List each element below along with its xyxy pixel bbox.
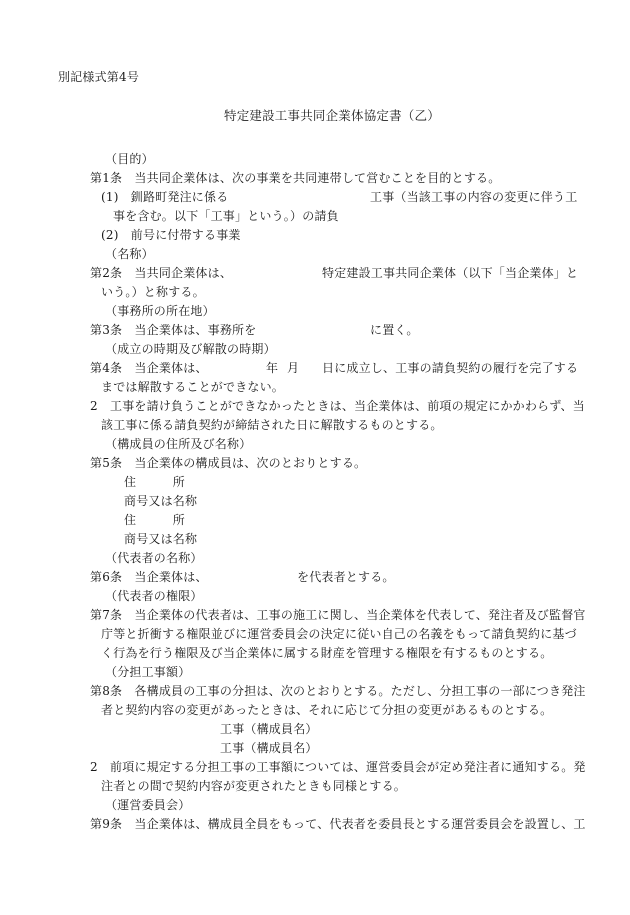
member-1-name-label: 商号又は名称 [124, 494, 198, 508]
article-4-para-2-cont: 該工事に係る請負契約が締結された日に解散するものとする。 [101, 418, 443, 432]
article-1-item-1-cont: 事を含む。以下「工事」という。）の請負 [113, 209, 339, 223]
heading-committee: （運営委員会） [105, 798, 191, 812]
article-7-line-1: 第7条 当企業体の代表者は、工事の施工に関し、当企業体を代表して、発注者及び監督官 [90, 608, 586, 622]
heading-purpose: （目的） [105, 152, 154, 166]
article-7-line-3: く行為を行う権限及び当企業体に属する財産を管理する権限を有するものとする。 [101, 646, 553, 660]
article-7-line-2: 庁等と折衝する権限並びに運営委員会の決定に従い自己の名義をもって請負契約に基づ [101, 627, 577, 641]
heading-authority: （代表者の権限） [105, 589, 203, 603]
article-3-end: に置く。 [370, 323, 419, 337]
article-4-cont: までは解散することができない。 [101, 380, 285, 394]
heading-share: （分担工事額） [105, 665, 191, 679]
article-1-item-1-end: 工事（当該工事の内容の変更に伴う工 [370, 190, 578, 204]
member-2-name-label: 商号又は名称 [124, 532, 198, 546]
article-6-start: 第6条 当企業体は、 [90, 570, 208, 584]
article-8-para-2: 2 前項に規定する分担工事の工事額については、運営委員会が定め発注者に通知する。発 [90, 760, 586, 774]
heading-members: （構成員の住所及び名称） [105, 437, 252, 451]
article-6-end: を代表者とする。 [297, 570, 395, 584]
article-4-year: 年 [266, 361, 279, 375]
heading-office: （事務所の所在地） [105, 304, 215, 318]
article-2-cont: いう。）と称する。 [101, 285, 205, 299]
article-4-para-2: 2 工事を請け負うことができなかったときは、当企業体は、前項の規定にかかわらず、当 [90, 399, 585, 413]
share-work-1: 工事（構成員名） [220, 722, 318, 736]
article-4-month: 月 [287, 361, 300, 375]
share-work-2: 工事（構成員名） [220, 741, 318, 755]
article-9: 第9条 当企業体は、構成員全員をもって、代表者を委員長とする運営委員会を設置し、工 [90, 817, 586, 831]
member-1-address-label: 住 所 [124, 475, 186, 489]
heading-period: （成立の時期及び解散の時期） [105, 342, 276, 356]
article-1: 第1条 当共同企業体は、次の事業を共同連帯して営むことを目的とする。 [90, 171, 501, 185]
article-1-item-2: (2) 前号に付帯する事業 [101, 228, 241, 242]
article-4-end: 日に成立し、工事の請負契約の履行を完了する [322, 361, 579, 375]
document-title: 特定建設工事共同企業体協定書（乙） [224, 108, 440, 123]
heading-representative: （代表者の名称） [105, 551, 203, 565]
article-2-end: 特定建設工事共同企業体（以下「当企業体」と [322, 266, 579, 280]
form-number: 別記様式第4号 [58, 70, 140, 84]
article-8-line-1: 第8条 各構成員の工事の分担は、次のとおりとする。ただし、分担工事の一部につき発注 [90, 684, 586, 698]
article-2-start: 第2条 当共同企業体は、 [90, 266, 233, 280]
article-8-line-2: 者と契約内容の変更があったときは、それに応じて分担の変更があるものとする。 [101, 703, 553, 717]
member-2-address-label: 住 所 [124, 513, 186, 527]
article-4-start: 第4条 当企業体は、 [90, 361, 208, 375]
article-3-start: 第3条 当企業体は、事務所を [90, 323, 257, 337]
heading-name: （名称） [105, 247, 154, 261]
article-5: 第5条 当企業体の構成員は、次のとおりとする。 [90, 456, 367, 470]
article-8-para-2-cont: 注者との間で契約内容が変更されたときも同様とする。 [101, 779, 407, 793]
article-1-item-1-start: (1) 釧路町発注に係る [101, 190, 229, 204]
